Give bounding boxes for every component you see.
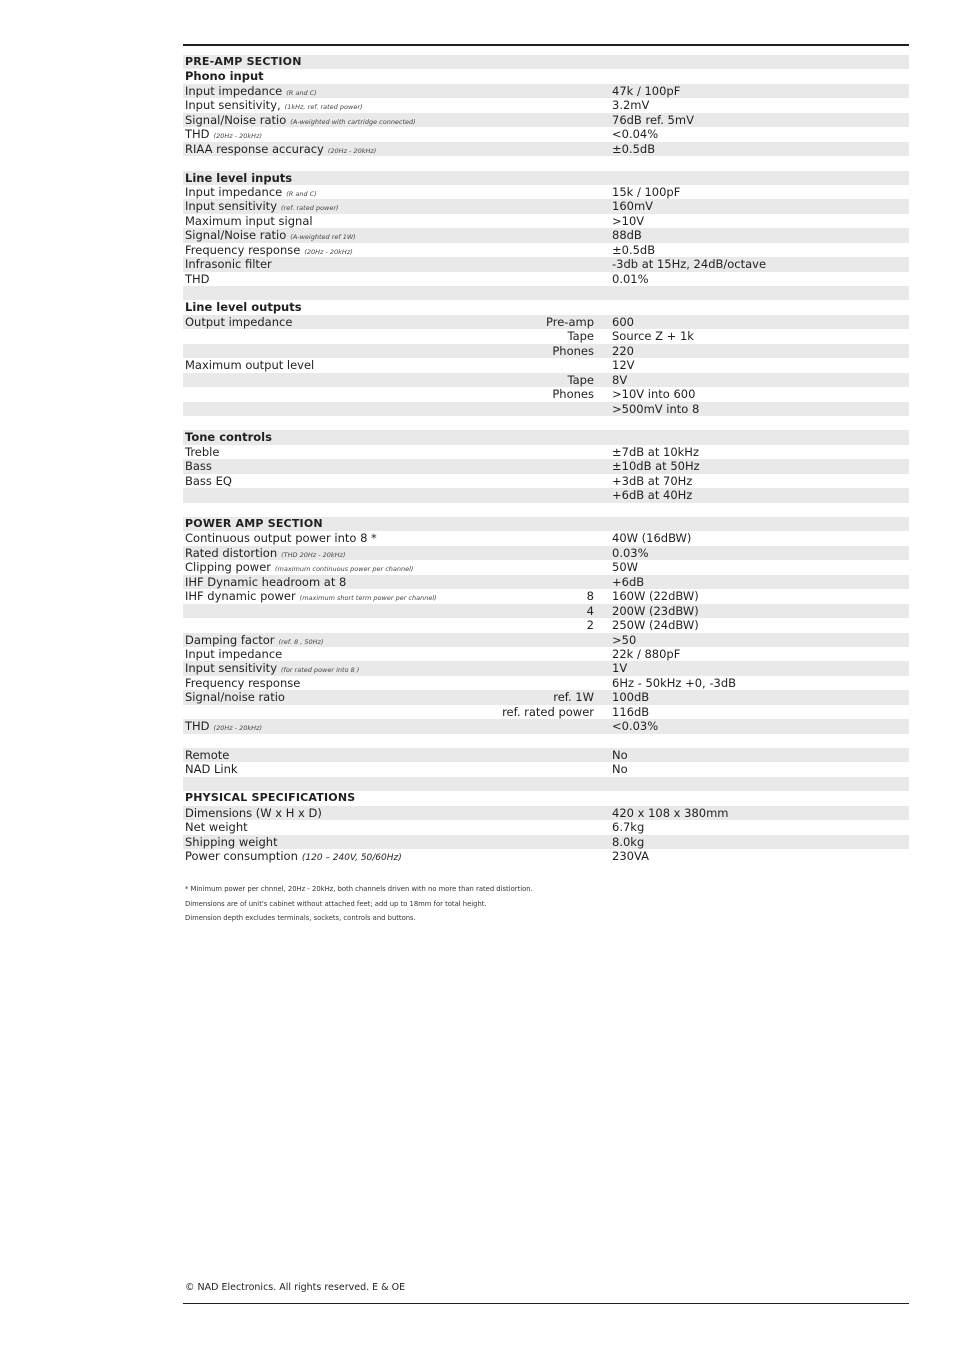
label-text: THD [185, 127, 210, 142]
label-text: Input impedance [185, 184, 283, 199]
spec-row [183, 849, 909, 863]
spec-row [183, 835, 909, 849]
spacer-row [183, 734, 909, 748]
spec-value: 8V [612, 372, 628, 387]
label-text: Input impedance [185, 83, 283, 98]
spec-label [185, 849, 402, 865]
subsection-heading [183, 69, 909, 83]
label-text: Power consumption [185, 849, 298, 864]
spec-row [183, 445, 909, 459]
spec-label [185, 835, 278, 849]
spec-row [183, 560, 909, 574]
spec-label [185, 445, 219, 459]
spec-value: 100dB [612, 690, 650, 705]
label-text: IHF Dynamic headroom at 8 [185, 574, 347, 589]
label-text: Bass EQ [185, 473, 232, 488]
spec-label [185, 474, 232, 488]
spec-value: No [612, 762, 628, 777]
label-text: POWER AMP SECTION [185, 517, 323, 530]
spacer-row [183, 777, 909, 791]
spec-row [183, 748, 909, 762]
spec-condition: 2 [586, 618, 594, 633]
spec-row [183, 633, 909, 647]
spec-row [183, 315, 909, 329]
subsection-title [185, 171, 292, 185]
spec-row [183, 214, 909, 228]
spec-condition: Pre-amp [546, 314, 594, 329]
footnotes [185, 882, 533, 926]
spec-value: +6dB at 40Hz [612, 488, 693, 503]
spec-value: >500mV into 8 [612, 401, 700, 416]
spec-value: >50 [612, 632, 637, 647]
spec-value: 160mV [612, 199, 654, 214]
spec-row [183, 387, 909, 401]
section-heading [183, 517, 909, 531]
spec-row [183, 647, 909, 661]
spec-value: 88dB [612, 228, 642, 243]
spec-value: No [612, 748, 628, 762]
spec-row [183, 113, 909, 127]
label-text: Line level inputs [185, 170, 293, 185]
spec-row [183, 719, 909, 733]
spec-value: <0.03% [612, 719, 659, 734]
spec-condition-note: (A-weighted ref 1W) [290, 233, 356, 242]
spec-row [183, 618, 909, 632]
spec-row [183, 402, 909, 416]
section-title [185, 55, 302, 69]
spec-row [183, 690, 909, 704]
section-heading [183, 55, 909, 69]
spec-value: >10V [612, 213, 645, 228]
spec-value: 3.2mV [612, 98, 650, 113]
label-text: IHF dynamic power [185, 589, 296, 604]
spec-row [183, 373, 909, 387]
spec-row [183, 185, 909, 199]
spec-value: -3db at 15Hz, 24dB/octave [612, 257, 767, 272]
spacer-row [183, 416, 909, 430]
spacer-row [183, 503, 909, 517]
top-rule [183, 44, 909, 46]
label-text: THD [185, 719, 210, 734]
spec-row [183, 199, 909, 213]
spec-condition-note: (20Hz - 20kHz) [327, 146, 377, 155]
label-text: Input sensitivity [185, 661, 277, 676]
label-text: Tone controls [185, 430, 272, 445]
spec-label [185, 272, 210, 286]
spec-condition-note: (maximum short term power per channel) [299, 594, 437, 603]
spec-value: <0.04% [612, 127, 659, 142]
spec-label [185, 459, 212, 473]
spec-condition: Tape [567, 372, 594, 387]
spec-condition: Tape [567, 329, 594, 344]
label-text: Signal/Noise ratio [185, 112, 287, 127]
label-text: PRE-AMP SECTION [185, 55, 302, 68]
spec-value: 50W [612, 560, 639, 575]
spec-row [183, 459, 909, 473]
spec-condition-note: (ref. 8 , 50Hz) [278, 637, 324, 646]
section-title [185, 791, 355, 805]
spec-row [183, 546, 909, 560]
spec-label [185, 315, 292, 329]
spec-condition-note: (THD 20Hz - 20kHz) [281, 550, 346, 559]
subsection-title [185, 430, 272, 444]
spec-row [183, 474, 909, 488]
spec-value: 47k / 100pF [612, 83, 681, 98]
spacer-row [183, 286, 909, 300]
subsection-heading [183, 300, 909, 314]
section-title [185, 517, 323, 531]
spec-row [183, 84, 909, 98]
footnote: * Minimum power per chnnel, 20Hz - 20kHz, both channels driven with no more than rated distiortion. [185, 885, 533, 893]
spec-label [185, 820, 248, 834]
label-text: Input sensitivity, [185, 98, 281, 113]
spec-row [183, 676, 909, 690]
label-text: Shipping weight [185, 834, 278, 849]
copyright: © NAD Electronics. All rights reserved. E & OE [185, 1282, 406, 1293]
spec-label [185, 257, 272, 271]
spec-value: ±0.5dB [612, 141, 656, 156]
spec-condition-note: (maximum continuous power per channel) [275, 565, 414, 574]
label-text: Input sensitivity [185, 199, 277, 214]
spec-row [183, 228, 909, 242]
spec-row [183, 762, 909, 776]
spec-value: 40W (16dBW) [612, 531, 692, 546]
spec-value: 116dB [612, 704, 650, 719]
spec-row [183, 575, 909, 589]
label-text: Frequency response [185, 242, 301, 257]
label-text: Line level outputs [185, 300, 302, 315]
spec-row [183, 488, 909, 502]
spec-condition: Phones [552, 343, 594, 358]
section-heading [183, 791, 909, 805]
spec-condition-note: (R and C) [286, 189, 317, 198]
spec-row [183, 806, 909, 820]
spec-row [183, 531, 909, 545]
label-text: PHYSICAL SPECIFICATIONS [185, 791, 356, 805]
spec-value: Source Z + 1k [612, 329, 694, 344]
spec-value: 160W (22dBW) [612, 589, 699, 604]
spec-condition: 4 [586, 603, 594, 618]
spec-condition-note: (for rated power into 8 ) [281, 666, 360, 675]
label-text: Damping factor [185, 632, 275, 647]
spec-label [185, 806, 322, 820]
label-text: Dimensions (W x H x D) [185, 805, 322, 820]
spec-label [185, 647, 282, 661]
label-text: Maximum input signal [185, 213, 313, 228]
spec-value: 600 [612, 314, 634, 329]
spec-value: ±10dB at 50Hz [612, 459, 700, 474]
label-text: Clipping power [185, 560, 272, 575]
spec-condition: ref. 1W [553, 690, 594, 705]
spec-value: 22k / 880pF [612, 646, 681, 661]
label-text: Frequency response [185, 675, 301, 690]
bottom-rule [183, 1303, 909, 1304]
spec-label [185, 214, 313, 228]
subsection-heading [183, 430, 909, 444]
subsection-heading [183, 171, 909, 185]
spec-value: 1V [612, 661, 628, 676]
spacer-row [183, 156, 909, 170]
subsection-title [185, 69, 264, 83]
label-text: Output impedance [185, 314, 293, 329]
spec-label [185, 748, 229, 762]
spec-row [183, 142, 909, 156]
subsection-title [185, 300, 302, 314]
spec-value: +6dB [612, 574, 645, 589]
spec-value: ±0.5dB [612, 242, 656, 257]
spec-condition-note: (20Hz - 20kHz) [304, 247, 353, 256]
spec-condition-note: (120 – 240V, 50/60Hz) [301, 853, 402, 864]
label-text: NAD Link [185, 762, 238, 777]
spec-label [185, 358, 314, 372]
spec-value: 76dB ref. 5mV [612, 112, 694, 127]
spec-row [183, 329, 909, 343]
spec-value: 15k / 100pF [612, 184, 681, 199]
spec-value: 0.01% [612, 271, 649, 286]
label-text: Net weight [185, 820, 248, 835]
spec-value: 0.03% [612, 545, 649, 560]
spec-condition-note: (1kHz, ref. rated power) [284, 103, 363, 112]
spec-row [183, 358, 909, 372]
spec-value: 420 x 108 x 380mm [612, 805, 729, 820]
spec-label [185, 575, 346, 589]
spec-label [185, 690, 285, 704]
label-text: Maximum output level [185, 358, 315, 373]
spec-row [183, 705, 909, 719]
label-text: Bass [185, 459, 212, 474]
spec-value: 8.0kg [612, 834, 645, 849]
spec-label [185, 762, 238, 776]
spec-value: 6.7kg [612, 820, 645, 835]
spec-value: 12V [612, 358, 635, 373]
spec-rows [183, 55, 909, 864]
spec-condition-note: (R and C) [286, 88, 317, 97]
spec-value: 6Hz - 50kHz +0, -3dB [612, 675, 737, 690]
label-text: Input impedance [185, 646, 283, 661]
spec-condition: ref. rated power [502, 704, 594, 719]
spec-condition: Phones [552, 387, 594, 402]
spec-row [183, 661, 909, 675]
spec-row [183, 98, 909, 112]
spec-row [183, 604, 909, 618]
spec-value: +3dB at 70Hz [612, 473, 693, 488]
label-text: Signal/noise ratio [185, 690, 285, 705]
footnote: Dimension depth excludes terminals, sockets, controls and buttons. [185, 914, 416, 923]
label-text: Signal/Noise ratio [185, 228, 287, 243]
spec-value: >10V into 600 [612, 387, 696, 402]
spec-condition: 8 [586, 589, 594, 604]
label-text: Treble [185, 444, 220, 459]
spec-row [183, 272, 909, 286]
footnote: Dimensions are of unit's cabinet without attached feet; add up to 18mm for total height. [185, 899, 487, 908]
spec-row [183, 820, 909, 834]
spec-label [185, 676, 300, 690]
spec-row [183, 344, 909, 358]
label-text: Infrasonic filter [185, 257, 272, 272]
label-text: Phono input [185, 69, 264, 84]
spec-label [185, 531, 377, 545]
label-text: Remote [185, 748, 230, 762]
spec-row [183, 127, 909, 141]
label-text: Continuous output power into 8 * [185, 531, 377, 546]
spec-value: ±7dB at 10kHz [612, 444, 699, 459]
spec-row [183, 257, 909, 271]
spec-condition-note: (ref. rated power) [281, 204, 339, 213]
spec-row [183, 589, 909, 603]
label-text: THD [185, 271, 210, 286]
spec-value: 220 [612, 343, 634, 358]
label-text: RIAA response accuracy [185, 141, 324, 156]
spec-value: 250W (24dBW) [612, 618, 699, 633]
spec-value: 230VA [612, 849, 649, 864]
spec-value: 200W (23dBW) [612, 603, 699, 618]
spec-condition-note: (20Hz - 20kHz) [213, 724, 262, 733]
label-text: Rated distortion [185, 545, 278, 560]
spec-condition-note: (20Hz - 20kHz) [213, 132, 262, 141]
spec-condition-note: (A-weighted with cartridge connected) [290, 117, 416, 126]
spec-row [183, 243, 909, 257]
